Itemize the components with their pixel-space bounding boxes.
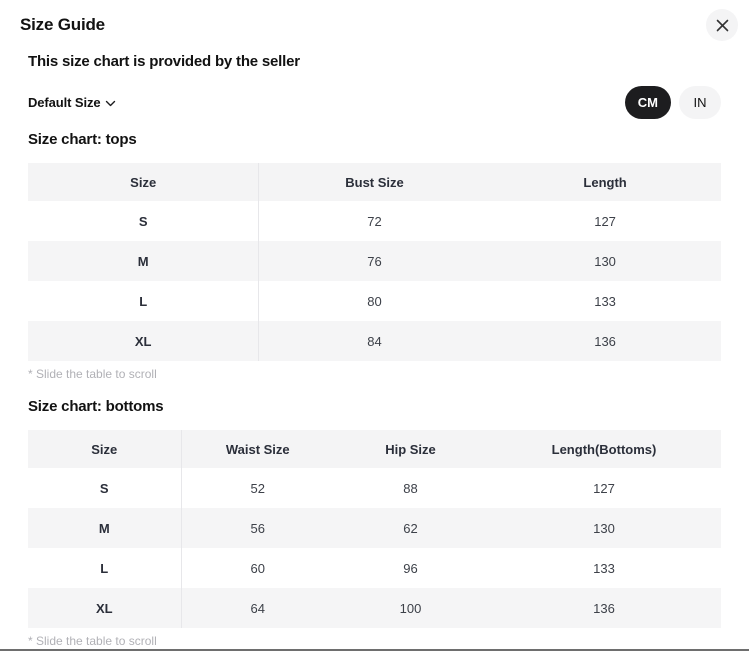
modal-content	[0, 52, 749, 648]
measurement-cell: 136	[490, 321, 721, 361]
bottom-divider	[0, 649, 749, 651]
table-row	[28, 508, 721, 548]
column-header: Waist Size	[181, 430, 334, 468]
size-label-cell: L	[28, 281, 259, 321]
tops-table-scroll-area[interactable]	[28, 163, 721, 361]
size-label-cell: S	[28, 468, 181, 508]
table-row	[28, 281, 721, 321]
table-row	[28, 588, 721, 628]
measurement-cell: 56	[181, 508, 334, 548]
size-label-cell: S	[28, 201, 259, 241]
section-tops	[28, 132, 721, 381]
measurement-cell: 130	[487, 508, 721, 548]
unit-in-button[interactable]: IN	[679, 86, 721, 119]
tops-size-table	[28, 163, 721, 361]
measurement-cell: 133	[594, 293, 616, 309]
table-header-row	[28, 430, 721, 468]
measurement-cell: 96	[403, 560, 418, 576]
chevron-down-icon	[105, 98, 116, 107]
close-button[interactable]	[706, 9, 738, 41]
bottoms-size-table	[28, 430, 721, 628]
measurement-cell: 133	[593, 560, 615, 576]
unit-toggle	[625, 86, 721, 119]
section-heading-tops: Size chart: tops	[28, 131, 137, 148]
scroll-hint-note: * Slide the table to scroll	[28, 367, 157, 381]
size-selector-dropdown[interactable]	[28, 95, 116, 110]
measurement-cell: 80	[367, 293, 382, 309]
measurement-cell: 127	[593, 480, 615, 496]
column-header: Length(Bottoms)	[487, 430, 721, 468]
seller-chart-subtitle: This size chart is provided by the seller	[28, 53, 300, 70]
scroll-hint-note: * Slide the table to scroll	[28, 634, 157, 648]
measurement-cell: 84	[259, 321, 490, 361]
measurement-cell: 127	[594, 213, 616, 229]
measurement-cell: 62	[334, 508, 487, 548]
table-row	[28, 201, 721, 241]
table-row	[28, 548, 721, 588]
size-label-cell: XL	[28, 321, 259, 361]
table-row	[28, 468, 721, 508]
unit-cm-button[interactable]: CM	[625, 86, 671, 119]
column-header: Bust Size	[259, 163, 490, 201]
measurement-cell: 76	[259, 241, 490, 281]
size-selector-label: Default Size	[28, 95, 101, 110]
measurement-cell: 88	[403, 480, 418, 496]
size-label-cell: M	[28, 508, 181, 548]
modal-header	[0, 0, 749, 41]
column-header: Size	[28, 163, 259, 201]
measurement-cell: 130	[490, 241, 721, 281]
column-header: Hip Size	[334, 430, 487, 468]
column-header: Size	[28, 430, 181, 468]
bottoms-table-scroll-area[interactable]	[28, 430, 721, 628]
section-bottoms	[28, 399, 721, 648]
measurement-cell: 64	[181, 588, 334, 628]
close-icon	[715, 18, 730, 33]
size-label-cell: M	[28, 241, 259, 281]
section-heading-bottoms: Size chart: bottoms	[28, 398, 164, 415]
column-header: Length	[490, 163, 721, 201]
table-header-row	[28, 163, 721, 201]
size-label-cell: XL	[28, 588, 181, 628]
size-label-cell: L	[28, 548, 181, 588]
measurement-cell: 72	[367, 213, 382, 229]
measurement-cell: 52	[250, 480, 265, 496]
measurement-cell: 60	[250, 560, 265, 576]
page-title: Size Guide	[20, 15, 105, 34]
measurement-cell: 100	[334, 588, 487, 628]
table-row	[28, 321, 721, 361]
measurement-cell: 136	[487, 588, 721, 628]
controls-row	[28, 86, 721, 119]
table-row	[28, 241, 721, 281]
